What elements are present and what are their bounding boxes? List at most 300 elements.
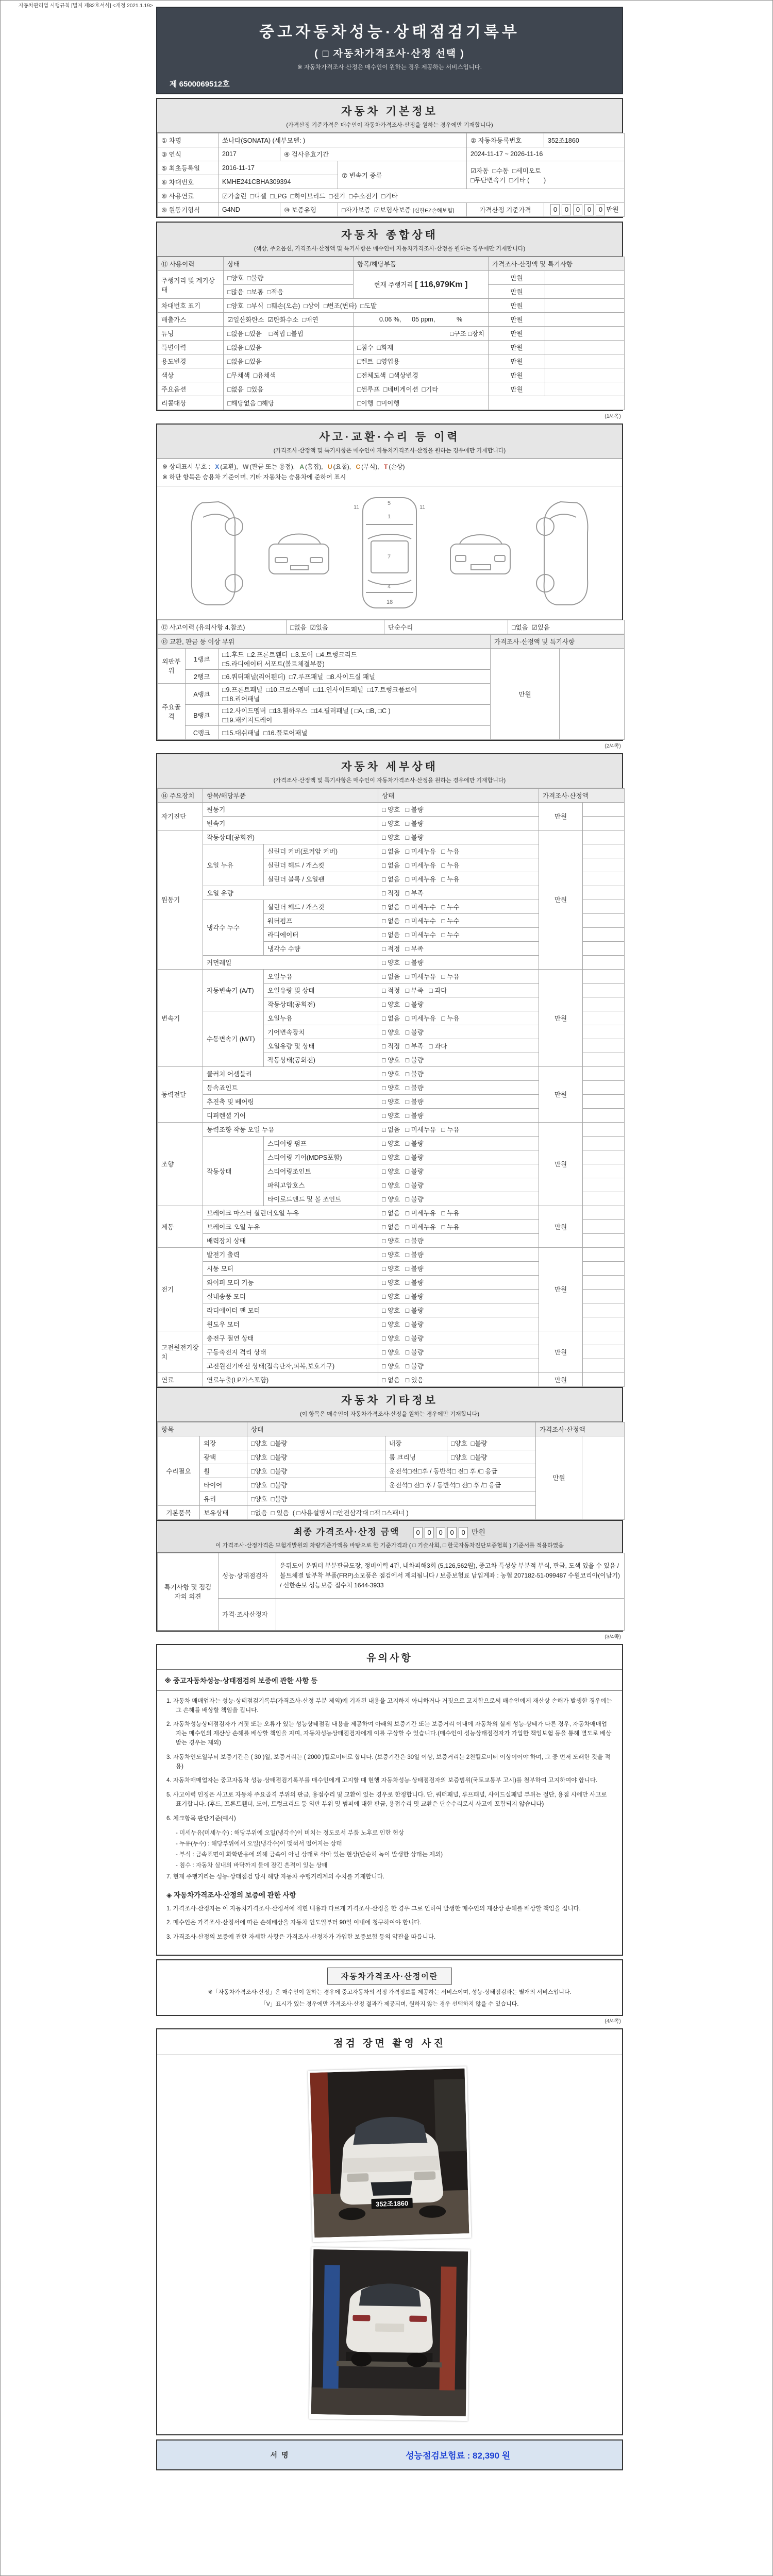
final-price-note: 이 가격조사·산정가격은 보험개발원의 차량기준가액을 바탕으로 한 기준가격과 ( □ 기술사회, □ 한국자동차진단보증협회 ) 기준서를 적용하였음 bbox=[215, 1542, 564, 1549]
checkbox-group-color-kind[interactable]: □전체도색 □색상변경 bbox=[354, 368, 489, 382]
item-label: 보유상태 bbox=[200, 1505, 247, 1519]
current-mileage bbox=[354, 271, 489, 299]
price-cell: 만원 bbox=[489, 271, 545, 285]
field-label-engine-type: ⑨ 원동기형식 bbox=[158, 203, 219, 217]
accident-title: 사고·교환·수리 등 이력 bbox=[319, 431, 460, 443]
checkbox-group-mileage-amount[interactable]: □많음 □보통 □적음 bbox=[224, 285, 354, 299]
row-label-tuning: 튜닝 bbox=[158, 327, 224, 341]
photos-area bbox=[157, 2055, 622, 2434]
note-cell bbox=[583, 1025, 625, 1039]
field-value-model-year: 2017 bbox=[219, 147, 280, 161]
checkbox-group-state[interactable]: □ 양호 □ 불량 bbox=[378, 955, 539, 969]
note-cell bbox=[583, 1108, 625, 1122]
price-cell: 만원 bbox=[489, 299, 545, 313]
price-cell: 만원 bbox=[489, 382, 545, 396]
overall-table bbox=[157, 257, 625, 410]
checkbox-group-state[interactable]: □ 양호 □ 불량 bbox=[378, 1261, 539, 1275]
checkbox-group-special-state[interactable]: □없음 □있음 bbox=[224, 341, 354, 354]
section-inspection-photos bbox=[156, 2028, 623, 2435]
subgroup-mt: 수동변속기 (M/T) bbox=[203, 1011, 264, 1066]
signature-label: 서명 bbox=[270, 2450, 293, 2459]
note-cell bbox=[583, 1080, 625, 1094]
panel-number: 11 bbox=[419, 504, 426, 511]
checkbox-group-state[interactable]: □ 양호 □ 불량 bbox=[378, 1303, 539, 1317]
note-cell bbox=[583, 886, 625, 900]
note-cell bbox=[583, 1247, 625, 1261]
checkbox-group-glass[interactable]: □양호 □불량 bbox=[247, 1492, 536, 1505]
extra-header bbox=[157, 1387, 622, 1422]
checkbox-group-usage-kind[interactable]: □렌트 □영업용 bbox=[354, 354, 489, 368]
note-cell bbox=[583, 1303, 625, 1317]
checkbox-group-state[interactable]: □ 양호 □ 불량 bbox=[378, 1317, 539, 1331]
item-label: 실내송풍 모터 bbox=[203, 1289, 378, 1303]
note-cell bbox=[545, 354, 625, 368]
checkbox-group-state[interactable]: □ 양호 □ 불량 bbox=[378, 1178, 539, 1192]
item-label: 구동축전지 격리 상태 bbox=[203, 1345, 378, 1359]
checkbox-group-recall-done[interactable]: □이행 □미이행 bbox=[354, 396, 489, 410]
subgroup-at: 자동변속기 (A/T) bbox=[203, 969, 264, 1011]
notice-title: 유의사항 bbox=[157, 1645, 622, 1670]
item-label: 스티어링 펌프 bbox=[264, 1136, 378, 1150]
checkbox-group-state[interactable]: □ 양호 □ 불량 bbox=[378, 1108, 539, 1122]
item-label: 변속기 bbox=[203, 816, 378, 830]
form-subtitle-note: ※ 자동차가격조사·산정은 매수인이 원하는 경우 제공하는 서비스입니다. bbox=[297, 64, 482, 71]
row-label-emission: 배출가스 bbox=[158, 313, 224, 327]
inspector-label: 성능·상태점검자 bbox=[219, 1553, 276, 1598]
notice-item: 7. 현재 주행거리는 성능·상태점검 당시 해당 자동차 주행거리계의 수치를 기재합니다. bbox=[166, 1873, 385, 1880]
appraiser-opinion-text bbox=[276, 1598, 625, 1630]
checkbox-group-state[interactable]: □ 양호 □ 불량 bbox=[378, 1275, 539, 1289]
checkbox-group-state[interactable]: □ 없음 □ 미세누유 □ 누유 bbox=[378, 1122, 539, 1136]
rank-label-c: C랭크 bbox=[186, 725, 219, 739]
item-label: 오일 유량 bbox=[203, 886, 378, 900]
panel-number: 11 bbox=[354, 504, 360, 511]
checkbox-group-state[interactable]: □ 없음 □ 미세누유 □ 누유 bbox=[378, 1219, 539, 1233]
page-marker-1: (1/4쪽) bbox=[604, 413, 621, 419]
col-header-price2: 가격조사·산정액 bbox=[539, 788, 625, 802]
row-label-color: 색상 bbox=[158, 368, 224, 382]
note-cell bbox=[583, 1122, 625, 1136]
mileage-value: [ 116,979Km ] bbox=[415, 280, 468, 289]
checkbox-group-options-state[interactable]: □없음 □있음 bbox=[224, 382, 354, 396]
col-header-exchange-parts: ⑬ 교환, 판금 등 이상 부위 bbox=[158, 634, 491, 648]
rank1-line2: □5.라디에이터 서포트(볼트체결부품) bbox=[222, 660, 325, 668]
checkbox-group-state[interactable]: □ 없음 □ 미세누수 □ 누수 bbox=[378, 927, 539, 941]
price-cell: 만원 bbox=[489, 313, 545, 327]
checkbox-group-tire-detail[interactable]: 운전석□ 전□ 후 / 동반석□ 전□ 후 /□ 응급 bbox=[385, 1478, 536, 1492]
item-label: 시동 모터 bbox=[203, 1261, 378, 1275]
note-cell bbox=[583, 1275, 625, 1289]
rank-a-line2: □18.리어패널 bbox=[222, 695, 260, 703]
note-cell bbox=[583, 927, 625, 941]
col-header-part: 항목/해당부품 bbox=[203, 788, 378, 802]
checkbox-group-polish[interactable]: □양호 □불량 bbox=[247, 1450, 385, 1464]
note-cell bbox=[583, 1136, 625, 1150]
group-high-voltage: 고전원전기장치 bbox=[158, 1331, 203, 1372]
code-dent-label: (요철), bbox=[333, 463, 351, 470]
inspection-form bbox=[156, 7, 623, 2470]
checkbox-group-state[interactable]: □ 적정 □ 부족 bbox=[378, 941, 539, 955]
price-cell: 만원 bbox=[489, 285, 545, 299]
checkbox-group-state[interactable]: □ 없음 □ 미세누수 □ 누수 bbox=[378, 900, 539, 913]
panel-number: 1 bbox=[388, 513, 391, 520]
price-info-title: 자동차가격조사·산정이란 bbox=[327, 1968, 452, 1985]
rank-label-2: 2랭크 bbox=[186, 669, 219, 683]
price-info-box bbox=[157, 1960, 622, 2015]
note-cell bbox=[583, 802, 625, 816]
price-cell: 만원 bbox=[539, 802, 583, 830]
item-label: 외장 bbox=[200, 1436, 247, 1450]
price-cell: 만원 bbox=[539, 969, 583, 1066]
rank-label-1: 1랭크 bbox=[186, 648, 219, 669]
rank-b-line2: □19.패키지트레이 bbox=[222, 716, 273, 724]
checkbox-group-room-cleaning[interactable]: □양호 □불량 bbox=[447, 1450, 536, 1464]
price-cell: 만원 bbox=[489, 327, 545, 341]
note-cell bbox=[583, 1289, 625, 1303]
col-header-price-note2: 가격조사·산정액 및 특기사항 bbox=[491, 634, 625, 648]
rank-label-a: A랭크 bbox=[186, 683, 219, 704]
car-side-left-icon bbox=[182, 497, 249, 609]
item-label: 실린더 커버(로커암 커버) bbox=[264, 844, 378, 858]
checkbox-group-wheel-detail[interactable]: 운전석□전□후 / 동반석□ 전□ 후 /□ 응급 bbox=[385, 1464, 536, 1478]
code-exchange: X bbox=[215, 463, 220, 470]
checkbox-group-tuning-kind[interactable]: □구조 □장치 bbox=[354, 327, 489, 341]
item-label: 워터펌프 bbox=[264, 913, 378, 927]
checkbox-group-state[interactable]: □ 없음 □ 미세누유 □ 누유 bbox=[378, 872, 539, 886]
item-label: 오일누유 bbox=[264, 969, 378, 983]
checkbox-group-wheel[interactable]: □양호 □불량 bbox=[247, 1464, 385, 1478]
checkbox-group-state[interactable]: □ 양호 □ 불량 bbox=[378, 1066, 539, 1080]
price-cell: 만원 bbox=[539, 1206, 583, 1247]
mileage-prefix: 현재 주행거리 bbox=[374, 281, 413, 289]
group-electric: 전기 bbox=[158, 1247, 203, 1331]
row-label-vin-marking: 차대번호 표기 bbox=[158, 299, 224, 313]
car-rear-icon bbox=[444, 524, 516, 581]
checkbox-group-state[interactable]: □ 양호 □ 불량 bbox=[378, 997, 539, 1011]
final-price-digits bbox=[412, 1527, 485, 1537]
notice-subheading-1: ※ 중고자동차성능·상태점검의 보증에 관한 사항 등 bbox=[157, 1670, 622, 1691]
checkbox-group-state[interactable]: □ 양호 □ 불량 bbox=[378, 1025, 539, 1039]
price-cell: 만원 bbox=[539, 830, 583, 969]
note-cell bbox=[583, 997, 625, 1011]
checkbox-group-fuel[interactable]: ☑가솔린 □디젤 □LPG □하이브리드 □전기 □수소전기 □기타 bbox=[219, 189, 625, 203]
note-cell bbox=[583, 983, 625, 997]
item-label: 작동상태(공회전) bbox=[203, 830, 378, 844]
col-header-price3: 가격조사·산정액 bbox=[536, 1422, 625, 1436]
note-cell bbox=[583, 858, 625, 872]
field-value-first-reg-date: 2016-11-17 bbox=[219, 161, 338, 175]
checkbox-group-state[interactable]: □ 없음 □ 미세누유 □ 누유 bbox=[378, 1206, 539, 1219]
price-cell: 만원 bbox=[489, 341, 545, 354]
field-value-car-name: 쏘나타(SONATA) (세부모델: ) bbox=[219, 133, 467, 147]
checkbox-group-state[interactable]: □ 없음 □ 있음 bbox=[378, 1372, 539, 1386]
checkbox-group-rank-b[interactable] bbox=[219, 704, 491, 725]
col-header-item2: 항목 bbox=[158, 1422, 247, 1436]
checkbox-group-recall-state[interactable]: □해당없음 □해당 bbox=[224, 396, 354, 410]
photo-front-view bbox=[308, 2066, 471, 2242]
item-label: 디퍼렌셜 기어 bbox=[203, 1108, 378, 1122]
digit-box: 0 bbox=[436, 1527, 445, 1538]
checkbox-group-vin-marking[interactable]: □양호 □부식 □훼손(오손) □상이 □변조(변타) □도말 bbox=[224, 299, 489, 313]
field-label-fuel: ⑧ 사용연료 bbox=[158, 189, 219, 203]
checkbox-group-state[interactable]: □ 양호 □ 불량 bbox=[378, 1345, 539, 1359]
checkbox-group-state[interactable]: □ 적정 □ 부족 □ 과다 bbox=[378, 983, 539, 997]
checkbox-group-usage-state[interactable]: □없음 □있음 bbox=[224, 354, 354, 368]
rank-label-b: B랭크 bbox=[186, 704, 219, 725]
note-cell bbox=[583, 969, 625, 983]
item-label: 파워고압호스 bbox=[264, 1178, 378, 1192]
checkbox-group-tuning-state[interactable]: □없음 □있음 □적법 □불법 bbox=[224, 327, 354, 341]
row-label-options: 주요옵션 bbox=[158, 382, 224, 396]
subgroup-oil-leak: 오일 누유 bbox=[203, 844, 264, 886]
checkbox-group-rank2[interactable]: □6.쿼터패널(리어휀더) □7.루프패널 □8.사이드실 패널 bbox=[219, 669, 491, 683]
legend-prefix: ※ 상태표시 부호 : bbox=[162, 463, 210, 470]
row-label-special-history: 특별이력 bbox=[158, 341, 224, 354]
checkbox-group-tire[interactable]: □양호 □불량 bbox=[247, 1478, 385, 1492]
basic-info-header bbox=[157, 99, 622, 133]
notice-bullet: - 누유(누수) : 해당부위에서 오일(냉각수)이 맺혀서 떨어지는 상태 bbox=[176, 1840, 342, 1847]
code-damage-label: (손상) bbox=[389, 463, 405, 470]
warranty-options: □자가보증 ☑보험사보증 bbox=[342, 207, 411, 214]
notice-item: 5. 사고이력 인정은 사고로 자동차 주요골격 부위의 판금, 용접수리 및 교환이 있는 경우로 한정합니다. 단, 쿼터패널, 루프패널, 사이드실패널 부위는 절단, 용접 시에만 사고로 표기합니다. (후드, 프론트휀더, 도어, 트렁크리드 등 외판 부위 및 범퍼에 대한 판금, 용접수리 및 교환은 단순수리로서 사고에 포함되지 않습니다) bbox=[166, 1792, 607, 1808]
detail-subtitle: (가격조사·산정액 및 특기사항은 매수인이 자동차가격조사·산정을 원하는 경우에만 기재합니다) bbox=[273, 777, 506, 784]
checkbox-group-state[interactable]: □ 없음 □ 미세누수 □ 누수 bbox=[378, 913, 539, 927]
checkbox-group-state[interactable]: □ 없음 □ 미세누유 □ 누유 bbox=[378, 1011, 539, 1025]
panel-number: 7 bbox=[388, 553, 391, 560]
checkbox-group-state[interactable]: □ 양호 □ 불량 bbox=[378, 1053, 539, 1066]
item-label: 휠 bbox=[200, 1464, 247, 1478]
checkbox-group-state[interactable]: □ 양호 □ 불량 bbox=[378, 1331, 539, 1345]
price-cell: 만원 bbox=[539, 1372, 583, 1386]
code-corrosion: C bbox=[356, 463, 361, 470]
checkbox-group-exterior[interactable]: □양호 □불량 bbox=[247, 1436, 385, 1450]
code-scratch-label: (흠집), bbox=[305, 463, 323, 470]
checkbox-group-options-kind[interactable]: □썬루프 □네비게이션 □기타 bbox=[354, 382, 489, 396]
field-value-engine-type: G4ND bbox=[219, 203, 280, 217]
transmission-options-line2: □무단변속기 □기타 ( ) bbox=[470, 176, 546, 184]
note-cell bbox=[583, 1317, 625, 1331]
note-cell bbox=[583, 830, 625, 844]
checkbox-group-state[interactable]: □ 적정 □ 부족 bbox=[378, 886, 539, 900]
note-cell bbox=[583, 1178, 625, 1192]
license-plate-front: 352조1860 bbox=[375, 2199, 409, 2208]
digit-box: 0 bbox=[584, 204, 594, 215]
field-label-warranty-type: ⑩ 보증유형 bbox=[280, 203, 338, 217]
item-label: 타이어 bbox=[200, 1478, 247, 1492]
final-price-label: 최종 가격조사·산정 금액 bbox=[294, 1527, 400, 1537]
document-number: 제 6500069512호 bbox=[170, 80, 230, 89]
checkbox-group-transmission[interactable] bbox=[467, 161, 625, 189]
notice-body bbox=[157, 1691, 622, 1955]
item-label: 스티어링조인트 bbox=[264, 1164, 378, 1178]
checkbox-group-state[interactable]: □ 양호 □ 불량 bbox=[378, 830, 539, 844]
section-overall-condition bbox=[156, 222, 623, 411]
extra-subtitle: (이 항목은 매수인이 자동차가격조사·산정을 원하는 경우에만 기재합니다) bbox=[299, 1411, 480, 1417]
code-corrosion-label: (부식), bbox=[361, 463, 379, 470]
checkbox-group-state[interactable]: □ 양호 □ 불량 bbox=[378, 1094, 539, 1108]
checkbox-group-state[interactable]: □ 양호 □ 불량 bbox=[378, 1233, 539, 1247]
item-label: 냉각수 수량 bbox=[264, 941, 378, 955]
field-label-model-year: ③ 연식 bbox=[158, 147, 219, 161]
checkbox-group-state[interactable]: □ 적정 □ 부족 □ 과다 bbox=[378, 1039, 539, 1053]
note-cell bbox=[583, 1066, 625, 1080]
checkbox-group-accident[interactable]: □없음 ☑있음 bbox=[287, 620, 384, 634]
checkbox-group-basic-items[interactable]: □없음 □ 있음 ( □사용설명서 □안전삼각대 □잭 □스패너 ) bbox=[247, 1505, 536, 1519]
price-cell: 만원 bbox=[491, 648, 560, 739]
note-cell bbox=[583, 1053, 625, 1066]
notice-item: 2. 자동차성능상태점검자가 거짓 또는 오류가 있는 성능상태점검 내용을 제공하여 아래의 보증기간 또는 보증거리 이내에 자동차의 실제 성능·상태가 다른 경우, 자동차매매업자는 매수인의 재산상 손해를 배상할 책임을 지며, 자동차성능상태점검자에게 이를 구상할 수 있습니다.(매수인이 성능상태점검자가 가입한 책임보험 등을 통해 별도로 배상받는 경우는 제외) bbox=[166, 1721, 612, 1747]
warranty-insurer: [신한EZ손해보험] bbox=[412, 208, 454, 214]
row-label-mileage: 주행거리 및 계기상태 bbox=[158, 271, 224, 299]
item-label: 스티어링 기어(MDPS포함) bbox=[264, 1150, 378, 1164]
checkbox-group-special-kind[interactable]: □침수 □화재 bbox=[354, 341, 489, 354]
field-label-reg-number: ② 자동차등록번호 bbox=[467, 133, 544, 147]
car-side-right-icon bbox=[530, 497, 597, 609]
row-label-usage-change: 용도변경 bbox=[158, 354, 224, 368]
panel-number: 5 bbox=[388, 500, 391, 506]
item-label: 오일유량 및 상태 bbox=[264, 983, 378, 997]
note-cell bbox=[583, 1331, 625, 1345]
item-label: 와이퍼 모터 기능 bbox=[203, 1275, 378, 1289]
note-cell bbox=[583, 1372, 625, 1386]
checkbox-group-rank-c[interactable]: □15.대쉬패널 □16.플로어패널 bbox=[219, 725, 491, 739]
checkbox-group-state[interactable]: □ 양호 □ 불량 bbox=[378, 1150, 539, 1164]
base-price-digits bbox=[544, 203, 625, 217]
note-cell bbox=[583, 955, 625, 969]
checkbox-group-rank1[interactable] bbox=[219, 648, 491, 669]
checkbox-group-state[interactable]: □ 양호 □ 불량 bbox=[378, 1289, 539, 1303]
checkbox-group-state[interactable]: □ 양호 □ 불량 bbox=[378, 802, 539, 816]
code-weld: W bbox=[243, 463, 249, 470]
notice-item: 4. 자동차매매업자는 중고자동차 성능·상태점검기록부를 매수인에게 고지할 때 현행 자동차성능·상태점검자의 보증범위(국토교통부 고시)를 첨부하여 고지하여야 합니다. bbox=[166, 1777, 598, 1784]
photo-rear-lift-view bbox=[309, 2247, 470, 2421]
item-label: 실린더 헤드 / 개스킷 bbox=[264, 900, 378, 913]
item-label: 연료누출(LP가스포함) bbox=[203, 1372, 378, 1386]
subgroup-coolant-leak: 냉각수 누수 bbox=[203, 900, 264, 955]
won-unit: 만원 bbox=[606, 206, 619, 213]
checkbox-group-color-state[interactable]: □무채색 □유채색 bbox=[224, 368, 354, 382]
form-header bbox=[156, 7, 623, 94]
panel-rank-table bbox=[157, 634, 625, 740]
note-cell bbox=[545, 341, 625, 354]
note-cell bbox=[583, 941, 625, 955]
price-info-line2: 「V」표시가 있는 경우에만 가격조사·산정 결과가 제공되며, 원하지 않는 경우 선택하지 않을 수 있습니다. bbox=[260, 2001, 519, 2008]
rank1-line1: □1.후드 □2.프론트휀더 □3.도어 □4.트렁크리드 bbox=[222, 651, 357, 658]
detail-header bbox=[157, 754, 622, 788]
item-label: 작동상태(공회전) bbox=[264, 1053, 378, 1066]
note-cell bbox=[583, 1345, 625, 1359]
field-label-transmission: ⑦ 변속기 종류 bbox=[338, 161, 467, 189]
digit-box: 0 bbox=[447, 1527, 457, 1538]
inspection-insurance-fee: 성능점검보험료 : 82,390 원 bbox=[406, 2451, 511, 2461]
checkbox-group-mileage-state[interactable]: □양호 □불량 bbox=[224, 271, 354, 285]
checkbox-group-simple-repair[interactable]: □없음 ☑있음 bbox=[508, 620, 625, 634]
notice-item2: 2. 매수인은 가격조사·산정서에 따른 손해배상을 자동차 인도일부터 90일 이내에 청구하여야 합니다. bbox=[166, 1920, 422, 1926]
note-cell bbox=[583, 1011, 625, 1025]
page-marker-2: (2/4쪽) bbox=[604, 742, 621, 749]
panel-number: 18 bbox=[386, 599, 393, 605]
price-cell: 만원 bbox=[539, 1066, 583, 1122]
note-cell bbox=[560, 648, 625, 739]
item-label: 기어변속장치 bbox=[264, 1025, 378, 1039]
item-label: 광택 bbox=[200, 1450, 247, 1464]
checkbox-group-state[interactable]: □ 없음 □ 미세누유 □ 누유 bbox=[378, 844, 539, 858]
notice-item: 6. 체크항목 판단기준(예시) bbox=[166, 1815, 236, 1822]
col-header-major-device: ⑭ 주요장치 bbox=[158, 788, 203, 802]
note-cell bbox=[582, 1436, 625, 1519]
note-cell bbox=[545, 327, 625, 341]
checkbox-group-state[interactable]: □ 양호 □ 불량 bbox=[378, 1192, 539, 1206]
item-label: 브레이크 오일 누유 bbox=[203, 1219, 378, 1233]
checkbox-group-warranty[interactable] bbox=[338, 203, 467, 217]
note-cell bbox=[583, 1206, 625, 1219]
checkbox-group-state[interactable]: □ 양호 □ 불량 bbox=[378, 816, 539, 830]
col-header-state3: 상태 bbox=[247, 1422, 536, 1436]
regulation-reference: 자동차관리법 시행규칙 [별지 제82호서식] <개정 2021.1.19> bbox=[19, 3, 153, 9]
accident-summary-table bbox=[157, 620, 625, 634]
note-cell bbox=[545, 271, 625, 285]
signature-strip bbox=[156, 2439, 623, 2470]
field-label-inspection-period: ④ 검사유효기간 bbox=[280, 147, 467, 161]
item-label: 배력장치 상태 bbox=[203, 1233, 378, 1247]
car-damage-diagram bbox=[157, 486, 622, 620]
final-price-strip bbox=[157, 1520, 622, 1553]
col-header-state2: 상태 bbox=[378, 788, 539, 802]
digit-box: 0 bbox=[459, 1527, 468, 1538]
extra-table bbox=[157, 1422, 625, 1520]
note-cell bbox=[583, 1164, 625, 1178]
code-weld-label: (판금 또는 용접), bbox=[249, 463, 295, 470]
code-damage: T bbox=[383, 463, 388, 470]
item-label: 커먼레일 bbox=[203, 955, 378, 969]
digit-box: 0 bbox=[550, 204, 560, 215]
digit-box: 0 bbox=[562, 204, 571, 215]
group-selfdiag: 자기진단 bbox=[158, 802, 203, 830]
price-cell: 만원 bbox=[536, 1436, 582, 1519]
item-label: 실린더 헤드 / 개스킷 bbox=[264, 858, 378, 872]
item-label: 추진축 및 베어링 bbox=[203, 1094, 378, 1108]
checkbox-group-state[interactable]: □ 양호 □ 불량 bbox=[378, 1136, 539, 1150]
checkbox-group-state[interactable]: □ 양호 □ 불량 bbox=[378, 1359, 539, 1372]
field-label-base-price: 가격산정 기준가격 bbox=[467, 203, 544, 217]
group-powertrain: 동력전달 bbox=[158, 1066, 203, 1122]
extra-title: 자동차 기타정보 bbox=[341, 1394, 438, 1406]
checkbox-group-state[interactable]: □ 없음 □ 미세누유 □ 누유 bbox=[378, 969, 539, 983]
detail-title: 자동차 세부상태 bbox=[341, 760, 438, 773]
transmission-options-line1: ☑자동 □수동 □세미오토 bbox=[470, 167, 541, 175]
checkbox-group-state[interactable]: □ 양호 □ 불량 bbox=[378, 1247, 539, 1261]
digit-box: 0 bbox=[425, 1527, 434, 1538]
checkbox-group-interior[interactable]: □양호 □불량 bbox=[447, 1436, 536, 1450]
inspector-opinion-text: 운뒤도어 운쿼터 부분판금도장, 정비이력 4건, 내차피해3회 (5,126,562원), 중고차 특성상 부분적 부식, 판금, 도색 있을 수 있음 / 볼트체결 탈부착 부품(FRP)소모품은 점검에서 제외됩니다 / 보증보험료 납입계좌 : 농협 207182-51-099487 수원코리아(이남기) / 신한손보 성능보증 접수처 1644-3933 bbox=[276, 1553, 625, 1598]
item-label: 오일유량 및 상태 bbox=[264, 1039, 378, 1053]
item-label: 오일누유 bbox=[264, 1011, 378, 1025]
note-cell bbox=[583, 844, 625, 858]
item-label: 라디에이터 bbox=[264, 927, 378, 941]
item-label: 타이로드엔드 및 볼 조인트 bbox=[264, 1192, 378, 1206]
checkbox-group-rank-a[interactable] bbox=[219, 683, 491, 704]
checkbox-group-state[interactable]: □ 양호 □ 불량 bbox=[378, 1164, 539, 1178]
code-dent: U bbox=[327, 463, 332, 470]
item-label: 라디에이터 팬 모터 bbox=[203, 1303, 378, 1317]
checkbox-group-state[interactable]: □ 양호 □ 불량 bbox=[378, 1080, 539, 1094]
notice-item2: 3. 가격조사·산정의 보증에 관한 자세한 사항은 가격조사·산정자가 가입한 보증보험 등의 약관을 따릅니다. bbox=[166, 1934, 436, 1941]
rank-b-line1: □12.사이드멤버 □13.휠하우스 □14.필러패널 ( □A, □B, □C ) bbox=[222, 707, 391, 715]
checkbox-group-emission[interactable]: ☑일산화탄소 ☑탄화수소 □매연 bbox=[224, 313, 354, 327]
checkbox-group-state[interactable]: □ 없음 □ 미세누유 □ 누유 bbox=[378, 858, 539, 872]
note-cell bbox=[545, 299, 625, 313]
notice-item2: 1. 가격조사·산정자는 이 자동차가격조사·산정서에 적힌 내용과 다르게 가격조사·산정을 한 경우 그로 인하여 발생한 매수인의 재산상 손해를 배상할 책임을 집니다. bbox=[166, 1905, 581, 1912]
